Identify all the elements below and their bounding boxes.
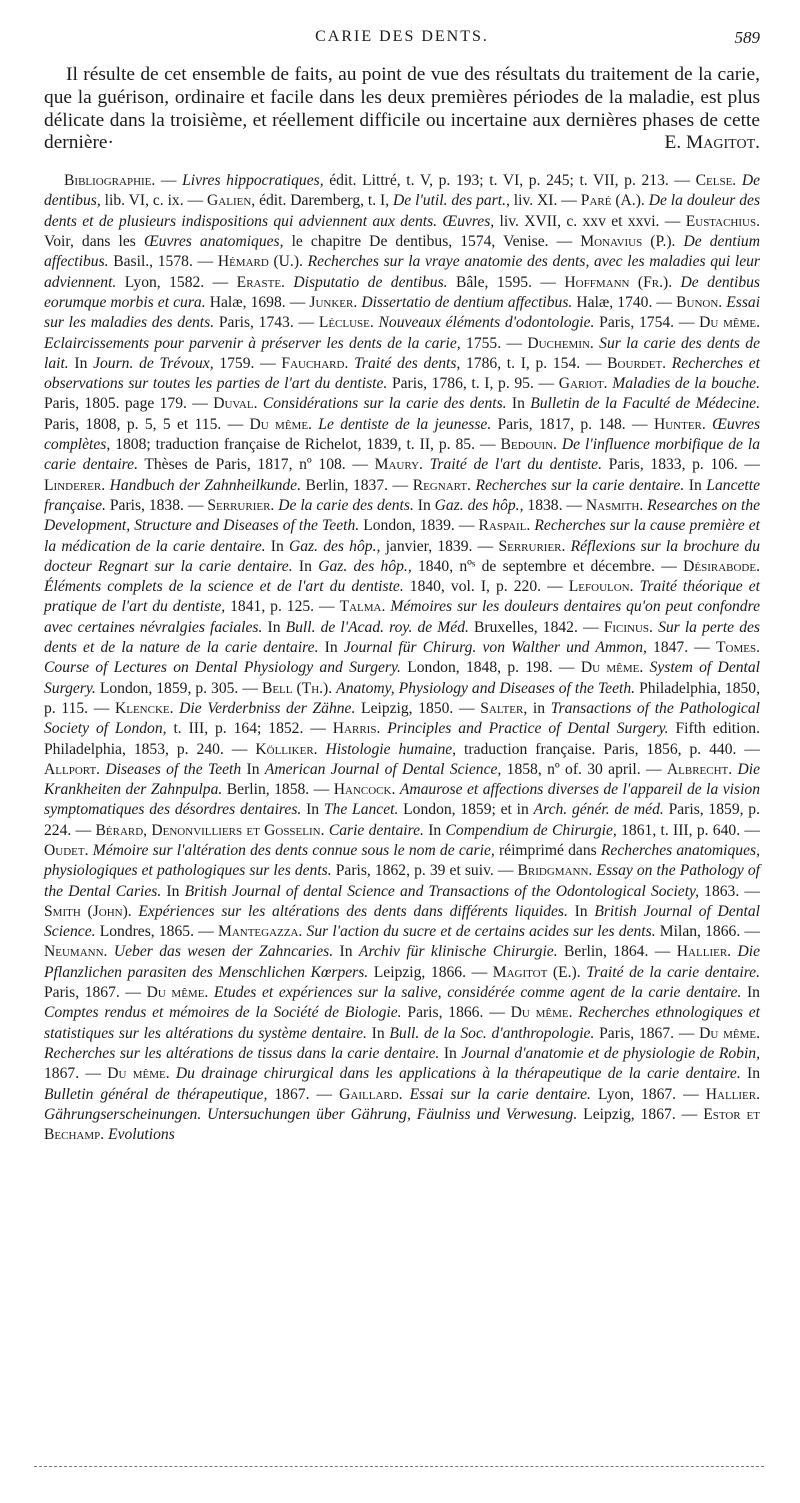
entry-details: Halæ, 1698. (205, 293, 286, 311)
entry-author: Hallier. (705, 1085, 761, 1103)
entry-title: Expériences sur les altérations des dents dans différents liquides. (138, 902, 568, 920)
entry-title: Maladies de la bouche. (612, 375, 760, 393)
entry-title: Sur la carie des dents de lait. (44, 334, 761, 372)
entry-author: Gariot. (558, 375, 608, 393)
entry-details: 1755. (460, 334, 502, 352)
entry-author: Oudet. (44, 841, 89, 859)
entry-details: liv. XVII, c. xxv et xxvi. (494, 212, 660, 230)
entry-author: Bell (Th.). (261, 679, 333, 697)
entry-title: Handbuch der Zahnheilkunde. (109, 476, 302, 494)
entry-title: Sur l'action du sucre et de certains acides sur les dents. (306, 923, 656, 941)
entry-title: Researches on the Development, Structure and Diseases of the Teeth. (44, 496, 761, 535)
entry-author: Bérard, Denonvilliers et Gosselin. (95, 821, 325, 839)
entry-separator: — (204, 273, 237, 291)
entry-details: London, 1848, p. 198. (400, 659, 553, 677)
entry-title: Éléments complets de la science et de l'art du dentiste. (44, 578, 404, 596)
entry-author: Salter, (480, 699, 528, 717)
entry-separator: — (345, 456, 375, 474)
entry-details: Paris, 1838. (105, 496, 184, 514)
entry-title: Journal für Chirurg. von Walther und Ammon, (343, 639, 647, 657)
entry-title: Die Pflanzlichen parasiten des Menschlichen Kœrpers. (44, 943, 760, 981)
entry-author: Bedouin. (500, 436, 557, 454)
entry-details: in (532, 699, 551, 717)
entry-separator: — (388, 476, 413, 494)
entry-author: Albrecht. (666, 760, 733, 778)
entry-title: Journ. de Trévoux, (93, 354, 214, 372)
entry-author: Du même. (699, 314, 760, 332)
entry-title: Recherches et observations sur toutes les parties de l'art du dentiste. (44, 354, 761, 393)
entry-title: Recherches ethnologiques et statistiques sur les altérations du système dentaire. (44, 1004, 760, 1042)
entry-details: In (262, 618, 286, 636)
entry-details: Fifth edition. Philadelphia, 1853, p. 240. (44, 720, 760, 758)
entry-title: De l'util. des part., (393, 192, 510, 210)
entry-details: 1867. (267, 1085, 310, 1103)
entry-title: British Journal of dental Science and Transactions of the Odontological Society, (184, 882, 700, 900)
entry-author: Fauchard. (281, 354, 349, 372)
entry-author: Linderer. (44, 476, 106, 494)
entry-title: Bulletin général de thérapeutique, (44, 1085, 268, 1103)
entry-title: Dissertatio de dentium affectibus. (361, 293, 573, 311)
entry-separator: — (736, 740, 760, 758)
entry-details: In (506, 395, 531, 413)
entry-author: Du même. (580, 659, 644, 677)
entry-separator: — (223, 740, 256, 758)
entry-details: Milan, 1866. (655, 923, 741, 941)
entry-title: Nouveaux éléments d'odontologie. (378, 314, 595, 332)
entry-title: Essay on the Pathology of the Dental Caries. (44, 862, 761, 900)
entry-details: Paris, 1867. (594, 1024, 675, 1042)
entry-details: traduction française. Paris, 1856, p. 440. (456, 740, 737, 758)
entry-details: Leipzig, 1866. (368, 963, 466, 981)
entry-details: Voir, dans les (44, 233, 144, 251)
entry-author: Paré (A.). (580, 192, 645, 210)
entry-details: Paris, 1817, p. 148. (491, 415, 626, 433)
entry-details: In (567, 902, 595, 920)
entry-author: Lefoulon. (568, 578, 634, 596)
entry-details: Bruxelles, 1842. (468, 618, 578, 636)
entry-title: Essai sur les maladies des dents. (44, 293, 761, 332)
entry-details: réimprimé dans (494, 841, 601, 859)
entry-author: Ficinus. (603, 618, 653, 636)
entry-separator: — (475, 436, 501, 454)
entry-author: Du même. (699, 1024, 761, 1042)
entry-separator: — (562, 496, 586, 514)
entry-author: Gaillard. (339, 1085, 403, 1103)
entry-author: Nasmith. (585, 496, 644, 514)
entry-details: 1759. (213, 354, 255, 372)
entry-title: Evolutions (108, 1126, 175, 1144)
entry-title: Recherches anatomiques, physiologiques et pathologiques sur les dents. (44, 841, 760, 880)
entry-separator: — (285, 293, 310, 311)
entry-author: Tomes. (716, 639, 761, 657)
entry-title: Journal d'anatomie et de physiologie de Robin, (461, 1044, 760, 1062)
running-head (44, 28, 760, 54)
entry-separator: — (254, 354, 282, 372)
entry-title: De dentibus, (44, 172, 760, 210)
entry-author: Magitot (E.). (492, 963, 581, 981)
entry-author: Talma. (339, 598, 386, 616)
entry-author: Mantegazza. (217, 923, 303, 941)
entry-title: Die Verderbniss der Zähne. (179, 699, 356, 717)
entry-title: Principles and Practice of Dental Surgery. (387, 720, 669, 738)
entry-author: Hancock. (333, 781, 396, 799)
entry-separator: — (674, 1024, 700, 1042)
entry-separator: — (531, 273, 565, 291)
entry-details: Berlin, 1837. (301, 476, 389, 494)
entry-details: 1858, nº of. 30 april. (501, 760, 641, 778)
entry-separator: — (183, 192, 208, 210)
entry-author: Klencke. (114, 699, 174, 717)
entry-separator: — (465, 963, 493, 981)
entry-title: Essai sur la carie dentaire. (409, 1085, 591, 1103)
entry-separator: — (652, 293, 677, 311)
entry-title: Œuvres anatomiques, (143, 233, 284, 251)
entry-title: Gaz. des hôp., (434, 496, 524, 514)
entry-title: Bulletin de la Faculté de Médecine. (530, 395, 760, 413)
entry-separator: — (314, 598, 340, 616)
entry-details: 1847. (646, 639, 689, 657)
entry-author: Kölliker. (255, 740, 318, 758)
entry-separator: — (309, 781, 334, 799)
entry-separator: — (668, 172, 696, 190)
entry-details: In (68, 354, 94, 372)
entry-author: Celse. (695, 172, 737, 190)
entry-author: Hoffmann (Fr.). (564, 273, 673, 291)
entry-separator: — (739, 882, 760, 900)
entry-separator: — (675, 1105, 704, 1123)
entry-separator: — (186, 395, 214, 413)
entry-separator: — (737, 456, 761, 474)
entry-title: Du drainage chirurgical dans les applications à la thérapeutique de la carie dentaire. (175, 1065, 741, 1083)
entry-author: Bunon. (676, 293, 723, 311)
entry-separator: — (193, 923, 218, 941)
entry-separator: — (640, 760, 667, 778)
entry-details: Leipzig, 1850. (355, 699, 454, 717)
entry-title: Disputatio de dentibus. (293, 273, 448, 291)
entry-title: Course of Lectures on Dental Physiology and Surgery. (44, 659, 401, 677)
entry-details: In (439, 1044, 462, 1062)
entry-author: Duchemin. (527, 334, 594, 352)
running-title: CARIE DES DENTS. (315, 28, 489, 45)
entry-author: Eraste. (236, 273, 285, 291)
entry-separator: — (454, 517, 479, 535)
entry-title: The Lancet. (323, 801, 399, 819)
entry-author: Allport. (44, 760, 101, 778)
entry-author: Maury. (374, 456, 423, 474)
entry-author: Junker. (309, 293, 358, 311)
entry-author: Neumann. (44, 943, 108, 961)
entry-details: In (423, 821, 446, 839)
entry-details: London, 1859, p. 305. (95, 679, 239, 697)
entry-title: De dentium affectibus. (44, 233, 760, 271)
entry-details: London, 1839. (359, 517, 455, 535)
entry-details: janvier, 1839. (380, 537, 473, 555)
entry-separator: — (541, 578, 569, 596)
entry-separator: — (119, 984, 147, 1002)
entry-title: Mémoires sur les douleurs dentaires qu'on peut confondre avec certaines névralgies faciales. (44, 598, 761, 636)
entry-details: In (740, 1065, 760, 1083)
entry-details: In (292, 557, 319, 575)
entry-title: Œuvres complètes, (44, 415, 761, 454)
entry-author: Galien, (207, 192, 256, 210)
entry-details: Paris, 1859, p. 224. (44, 801, 760, 839)
entry-author: Bridgmann. (517, 862, 593, 880)
entry-details: In (241, 760, 265, 778)
entry-title: Anatomy, Physiology and Diseases of the Teeth. (336, 679, 636, 697)
entry-details: Berlin, 1858. (222, 781, 310, 799)
entry-separator: — (533, 375, 559, 393)
entry-details: 1840, nºˢ de septembre et décembre. (411, 557, 655, 575)
entry-author: Estor et Bechamp. (44, 1105, 760, 1144)
entry-title: Comptes rendus et mémoires de la Société de Biologie. (44, 1004, 402, 1022)
entry-author: Du même. (107, 1065, 170, 1083)
author-signature: E. Magitot. (664, 132, 760, 154)
entry-separator: — (79, 1065, 108, 1083)
entry-details: In (265, 537, 289, 555)
entry-details: Paris, 1833, p. 106. (602, 456, 738, 474)
entry-details: In (413, 496, 435, 514)
entry-details: Leipzig, 1867. (577, 1105, 676, 1123)
entry-details: Paris, 1866. (401, 1004, 484, 1022)
entry-separator: — (580, 354, 608, 372)
entry-title: Sur la perte des dents et de la nature de la carie dentaire. (44, 618, 760, 657)
entry-title: Traité de la carie dentaire. (586, 963, 760, 981)
entry-separator: — (625, 415, 654, 433)
entry-author: Serrurier. (207, 496, 275, 514)
entry-details: édit. Littré, t. V, p. 193; t. VI, p. 245; t. VII, p. 213. (323, 172, 669, 190)
entry-author: Regnart. (412, 476, 471, 494)
entry-title: Recherches sur la vraye anatomie des dents, avec les maladies qui leur adviennent. (44, 253, 760, 291)
entry-details: 1867. (44, 1065, 80, 1083)
entry-title: British Journal of Dental Science. (44, 902, 760, 941)
entry-details: 1863. (699, 882, 740, 900)
entry-details: liv. XI. (509, 192, 558, 210)
entry-separator: — (221, 415, 250, 433)
entry-title: Réflexions sur la brochure du docteur Regnart sur la carie dentaire. (44, 537, 761, 575)
entry-title: Le dentiste de la jeunesse. (318, 415, 492, 433)
entry-author: Du même. (249, 415, 312, 433)
entry-separator: — (309, 1085, 340, 1103)
entry-separator: — (493, 862, 518, 880)
entry-separator: — (472, 537, 499, 555)
entry-title: Arch. génér. de méd. (533, 801, 664, 819)
entry-title: Amaurose et affections diverses de l'appareil de la vision symptomatiques des désordres dentaires. (44, 781, 760, 819)
entry-separator: — (501, 334, 528, 352)
entry-title: De la carie des dents. (278, 496, 414, 514)
entry-separator: — (548, 233, 581, 251)
entry-title: Traité théorique et pratique de l'art du dentiste, (44, 578, 761, 616)
entry-title: Livres hippocratiques, (182, 172, 324, 190)
entry-author: Duval. (213, 395, 258, 413)
entry-details: 1838. (523, 496, 563, 514)
entry-separator: — (557, 192, 581, 210)
entry-title: Carie dentaire. (328, 821, 424, 839)
entry-title: Recherches sur la carie dentaire. (475, 476, 685, 494)
entry-details: 1786, t. I, p. 154. (460, 354, 581, 372)
entry-details: 1840, vol. I, p. 220. (403, 578, 542, 596)
entry-details: le chapitre De dentibus, 1574, Venise. (283, 233, 549, 251)
entry-details: édit. Daremberg, t. I, (259, 192, 394, 210)
entry-details: 1808; traduction française de Richelot, 1839, t. II, p. 85. (110, 436, 475, 454)
entry-separator: — (192, 253, 218, 271)
entry-title: De la douleur des dents et de plusieurs indispositions qui adviennent aux dents. Œuvres, (44, 192, 761, 230)
entry-title: Die Krankheiten der Zahnpulpa. (44, 760, 761, 799)
entry-details: Lyon, 1867. (590, 1085, 677, 1103)
bibliography-label: Bibliographie. (64, 172, 156, 190)
entry-title: Traité de l'art du dentiste. (429, 456, 603, 474)
entry-author: Hallier. (676, 943, 732, 961)
entry-details: Bâle, 1595. (447, 273, 532, 291)
entry-separator: — (740, 821, 761, 839)
entry-details: Paris, 1808, p. 5, 5 et 115. (44, 415, 222, 433)
entry-details: Paris, 1862, p. 39 et suiv. (331, 862, 494, 880)
entry-details: t. III, p. 164; 1852. (166, 720, 304, 738)
entry-author: Lécluse. (318, 314, 374, 332)
entry-separator: — (483, 1004, 511, 1022)
entry-title: Archiv für klinische Chirurgie. (358, 943, 558, 961)
entry-author: Smith (John). (44, 902, 132, 920)
entry-title: Mémoire sur l'altération des dents connue sous le nom de carie, (92, 841, 495, 859)
entry-title: Lancette française. (44, 476, 760, 514)
page (44, 28, 760, 1145)
entry-author: Hunter. (653, 415, 706, 433)
entry-title: Transactions of the Pathological Society of London, (44, 699, 760, 738)
entry-title: System of Dental Surgery. (44, 659, 760, 697)
entry-details: Basil., 1578. (108, 253, 193, 271)
entry-separator: — (453, 699, 481, 717)
entry-author: Désirabode. (683, 557, 760, 575)
entry-details: Paris, 1805. page 179. (44, 395, 187, 413)
entry-separator: — (293, 314, 319, 332)
entry-separator: — (303, 720, 333, 738)
entry-separator: — (674, 314, 700, 332)
entry-title: Traité des dents, (354, 354, 461, 372)
page-number: 589 (734, 28, 760, 47)
entry-separator: — (88, 699, 115, 717)
entry-separator: — (577, 618, 604, 636)
entry-details: Paris, 1754. (594, 314, 675, 332)
entry-author: Eustachius. (685, 212, 760, 230)
entry-separator: — (648, 943, 677, 961)
entry-details: Paris, 1867. (44, 984, 120, 1002)
entry-separator: — (659, 212, 686, 230)
entry-details: Thèses de Paris, 1817, nº 108. (137, 456, 346, 474)
entry-author: Harris. (332, 720, 381, 738)
footer-rule (34, 1466, 764, 1467)
entry-title: Bull. de la Soc. d'anthropologie. (389, 1024, 595, 1042)
entry-title: Histologie humaine, (325, 740, 457, 758)
entry-author: Monavius (P.). (580, 233, 676, 251)
entry-author: Raspail. (478, 517, 531, 535)
entry-details: Halæ, 1740. (572, 293, 653, 311)
entry-details: In (161, 882, 185, 900)
conclusion-text: Il résulte de cet ensemble de faits, au point de vue des résultats du traitement de la carie, que la guérison, ordinaire et facile dans les deux premières périodes de la maladie, est plus délicate dans la troisième, et réellement difficile ou incertaine aux dernières phases de cette dernière· (44, 64, 760, 154)
entry-details: 1841, p. 125. (225, 598, 315, 616)
entry-details: In (318, 639, 344, 657)
entry-title: Eclaircissements pour parvenir à préserver les dents de la carie, (44, 334, 461, 352)
entry-details: lib. VI, c. ix. (100, 192, 184, 210)
bibliography (44, 171, 760, 1145)
entry-details: 1861, t. III, p. 640. (616, 821, 741, 839)
entry-details: Paris, 1743. (214, 314, 294, 332)
entry-title: Gährungserscheinungen. Untersuchungen über Gährung, Fäulniss und Verwesung. (44, 1105, 578, 1123)
entry-details: Berlin, 1864. (557, 943, 649, 961)
entry-details: Lyon, 1582. (116, 273, 205, 291)
entry-title: Ueber das wesen der Zahncaries. (113, 943, 334, 961)
entry-details: In (741, 984, 760, 1002)
entry-title: Diseases of the Teeth (105, 760, 242, 778)
entry-details: In (333, 943, 359, 961)
entry-details: In (301, 801, 324, 819)
entry-separator: — (740, 923, 760, 941)
entry-title: Gaz. des hôp., (288, 537, 381, 555)
entry-author: Du même. (146, 984, 209, 1002)
entry-author: Serrurier. (498, 537, 566, 555)
entry-author: Du même. (510, 1004, 573, 1022)
entry-title: Bull. de l'Acad. roy. de Méd. (285, 618, 469, 636)
entry-separator: — (71, 821, 96, 839)
entry-title: American Journal of Dental Science, (264, 760, 502, 778)
entry-separator: — (676, 1085, 706, 1103)
entry-title: De dentibus eorumque morbis et cura. (44, 273, 761, 311)
entry-title: Recherches sur les altérations de tissus dans la carie dentaire. (44, 1044, 440, 1062)
entry-title: Etudes et expériences sur la salive, considérée comme agent de la carie dentaire. (213, 984, 742, 1002)
entry-details: London, 1859; et in (398, 801, 534, 819)
entry-title: Recherches sur la cause première et la médication de la carie dentaire. (44, 517, 760, 555)
entry-details: In (684, 476, 707, 494)
entry-title: De l'influence morbifique de la carie dentaire. (44, 436, 760, 474)
entry-title: Considérations sur la carie des dents. (262, 395, 507, 413)
conclusion-paragraph (44, 64, 760, 155)
entry-details: Philadelphia, 1850, p. 115. (44, 679, 761, 717)
entry-title: Gaz. des hôp., (318, 557, 412, 575)
entry-separator: — (155, 172, 183, 190)
entry-author: Bourdet. (607, 354, 667, 372)
entry-details: Londres, 1865. (95, 923, 194, 941)
entry-author: Hémard (U.). (217, 253, 303, 271)
entry-separator: — (688, 639, 717, 657)
entry-details: In (366, 1024, 390, 1042)
entry-separator: — (183, 496, 208, 514)
entry-separator: — (238, 679, 262, 697)
entry-separator: — (552, 659, 581, 677)
entry-details: Paris, 1786, t. I, p. 95. (387, 375, 534, 393)
entry-title: Compendium de Chirurgie, (445, 821, 617, 839)
entry-separator: — (654, 557, 684, 575)
